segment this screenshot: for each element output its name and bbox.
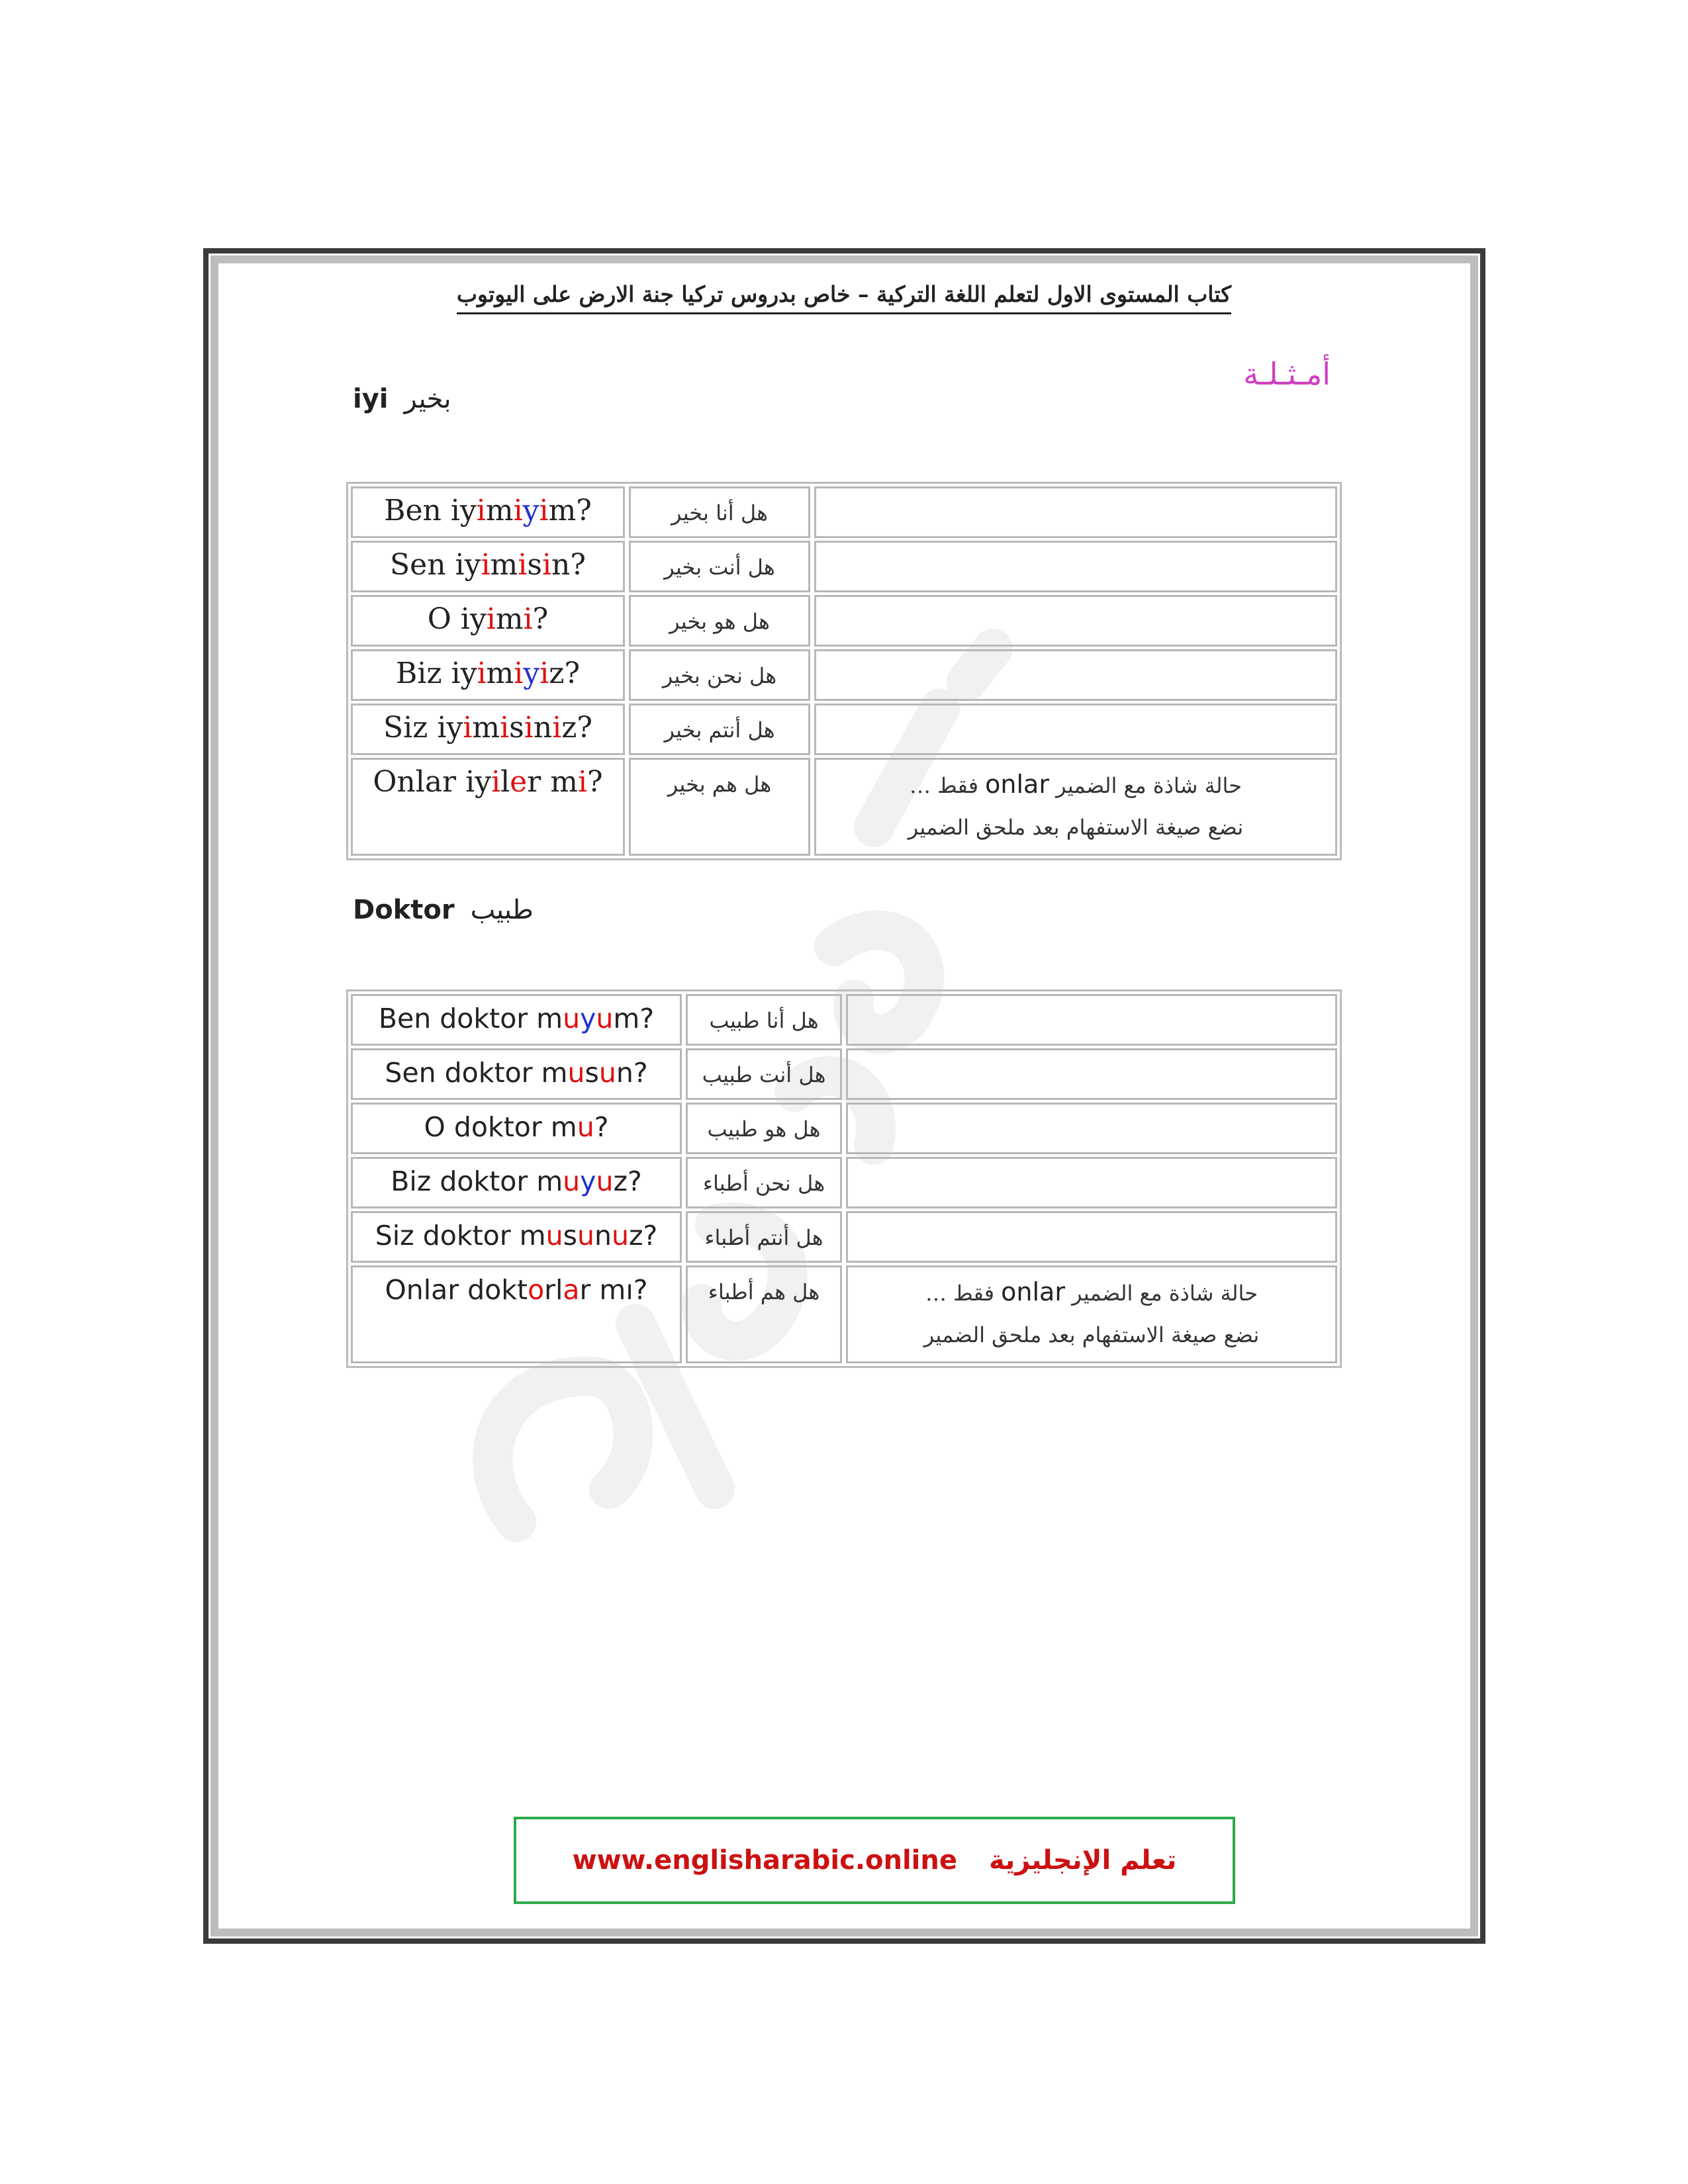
text-segment: u — [563, 1165, 581, 1197]
text-segment: a — [563, 1274, 580, 1306]
text-segment: Onlar dokt — [385, 1274, 528, 1306]
text-segment: i — [539, 657, 549, 690]
arabic-translation: هل أنت طبيب — [686, 1048, 842, 1100]
arabic-translation: هل أنا بخير — [629, 486, 810, 538]
text-segment: i — [541, 548, 552, 582]
arabic-translation: هل أنا طبيب — [686, 994, 842, 1046]
section-meaning: طبيب — [470, 895, 534, 925]
note-cell — [814, 486, 1337, 538]
note-cell — [814, 595, 1337, 647]
text-segment: Sen iy — [390, 548, 481, 582]
text-segment: i — [513, 494, 523, 527]
text-segment: z? — [628, 1220, 658, 1251]
note-cell — [846, 1048, 1337, 1100]
text-segment: o — [528, 1274, 545, 1306]
iyi-examples-table — [346, 482, 1342, 860]
text-segment: Sen doktor m — [385, 1057, 568, 1089]
note-text: فقط … — [925, 1281, 1002, 1306]
text-segment: m? — [548, 494, 592, 527]
text-segment: i — [524, 711, 534, 745]
doktor-examples-table — [346, 989, 1342, 1368]
text-segment: i — [552, 711, 562, 745]
text-segment: z? — [613, 1165, 642, 1197]
text-segment: Onlar iy — [373, 765, 492, 799]
text-segment: ? — [587, 765, 603, 799]
table-row — [351, 541, 1337, 592]
text-segment: m — [485, 494, 514, 527]
text-segment: Ben iy — [384, 494, 477, 527]
note-line-2: نضع صيغة الاستفهام بعد ملحق الضمير — [923, 1322, 1260, 1347]
note-cell — [846, 1211, 1337, 1263]
arabic-translation: هل نحن أطباء — [686, 1157, 842, 1208]
note-cell — [814, 541, 1337, 592]
table-row — [351, 1211, 1337, 1263]
text-segment: u — [596, 1003, 614, 1034]
text-segment: i — [539, 494, 549, 527]
text-segment: r m — [527, 765, 578, 799]
arabic-translation: هل هو بخير — [629, 595, 810, 647]
text-segment: r mı? — [579, 1274, 648, 1306]
text-segment: Siz doktor m — [375, 1220, 546, 1251]
turkish-question — [351, 1211, 682, 1263]
text-segment: Biz doktor m — [391, 1165, 563, 1197]
text-segment: i — [577, 765, 588, 799]
table-row — [351, 595, 1337, 647]
text-segment: y — [580, 1165, 596, 1197]
note-cell — [846, 1103, 1337, 1154]
text-segment: ? — [532, 602, 549, 636]
note-word: onlar — [985, 770, 1049, 799]
note-line-1 — [925, 1277, 1258, 1306]
text-segment: y — [523, 657, 540, 690]
text-segment: rl — [544, 1274, 563, 1306]
text-segment: u — [577, 1220, 594, 1251]
table-row — [351, 1048, 1337, 1100]
text-segment: y — [522, 494, 539, 527]
turkish-question — [351, 595, 625, 647]
text-segment: s — [585, 1057, 599, 1089]
turkish-question — [351, 758, 625, 856]
text-segment: i — [486, 602, 496, 636]
arabic-translation: هل هو طبيب — [686, 1103, 842, 1154]
text-segment: u — [598, 1057, 616, 1089]
text-segment: Ben doktor m — [378, 1003, 563, 1034]
text-segment: m — [472, 711, 500, 745]
text-segment: i — [514, 657, 524, 690]
table-row — [351, 649, 1337, 701]
footer-label: تعلم الإنجليزية — [989, 1845, 1177, 1876]
text-segment: i — [481, 548, 491, 582]
text-segment: Siz iy — [383, 711, 463, 745]
text-segment: Biz iy — [395, 657, 477, 690]
table-row — [351, 1265, 1337, 1363]
note-word: onlar — [1001, 1277, 1065, 1306]
text-segment: i — [518, 548, 528, 582]
note-cell — [846, 1265, 1337, 1363]
note-text: حالة شاذة مع الضمير — [1064, 1281, 1258, 1306]
turkish-question — [351, 704, 625, 755]
turkish-question — [351, 486, 625, 538]
turkish-question — [351, 994, 682, 1046]
text-segment: m — [495, 602, 524, 636]
note-line-2: نضع صيغة الاستفهام بعد ملحق الضمير — [908, 815, 1244, 840]
turkish-question — [351, 1048, 682, 1100]
text-segment: u — [563, 1003, 581, 1034]
text-segment: z? — [549, 657, 581, 690]
page-title: كتاب المستوى الاول لتعلم اللغة التركية – خاص بدروس تركيا جنة الارض على اليوتوب — [457, 281, 1231, 314]
section-heading-iyi — [353, 384, 451, 414]
text-segment: i — [477, 657, 487, 690]
text-segment: z? — [561, 711, 593, 745]
text-segment: n? — [551, 548, 586, 582]
text-segment: ? — [594, 1111, 609, 1143]
note-line-1 — [910, 770, 1242, 799]
arabic-translation: هل أنتم أطباء — [686, 1211, 842, 1263]
text-segment: n? — [616, 1057, 648, 1089]
turkish-question — [351, 1265, 682, 1363]
table-row — [351, 704, 1337, 755]
footer-link-box[interactable] — [514, 1817, 1235, 1904]
note-text: حالة شاذة مع الضمير — [1049, 773, 1243, 798]
text-segment: i — [491, 765, 501, 799]
turkish-question — [351, 649, 625, 701]
text-segment: O iy — [427, 602, 487, 636]
text-segment: n — [533, 711, 553, 745]
text-segment: u — [567, 1057, 585, 1089]
turkish-question — [351, 1103, 682, 1154]
text-segment: e — [510, 765, 528, 799]
text-segment: i — [500, 711, 510, 745]
section-meaning: بخير — [404, 384, 451, 414]
footer-url[interactable]: www.englisharabic.online — [572, 1845, 957, 1876]
table-row — [351, 1103, 1337, 1154]
table-row — [351, 486, 1337, 538]
text-segment: u — [577, 1111, 594, 1143]
section-word: iyi — [353, 384, 389, 414]
note-cell — [814, 649, 1337, 701]
section-heading-doktor — [353, 895, 534, 925]
text-segment: s — [563, 1220, 577, 1251]
text-segment: i — [476, 494, 486, 527]
text-segment: s — [509, 711, 524, 745]
section-word: Doktor — [353, 895, 455, 925]
note-cell — [814, 758, 1337, 856]
arabic-translation: هل هم أطباء — [686, 1265, 842, 1363]
text-segment: y — [580, 1003, 596, 1034]
text-segment: u — [545, 1220, 563, 1251]
note-cell — [846, 1157, 1337, 1208]
note-cell — [814, 704, 1337, 755]
arabic-translation: هل هم بخير — [629, 758, 810, 856]
text-segment: u — [611, 1220, 629, 1251]
text-segment: i — [523, 602, 533, 636]
examples-heading: أمـثـلـة — [1243, 356, 1331, 392]
text-segment: i — [463, 711, 473, 745]
table-row — [351, 994, 1337, 1046]
note-cell — [846, 994, 1337, 1046]
text-segment: m — [490, 548, 518, 582]
turkish-question — [351, 541, 625, 592]
table-row — [351, 1157, 1337, 1208]
arabic-translation: هل أنت بخير — [629, 541, 810, 592]
text-segment: s — [527, 548, 542, 582]
table-row — [351, 758, 1337, 856]
note-text: فقط … — [909, 773, 986, 798]
arabic-translation: هل أنتم بخير — [629, 704, 810, 755]
text-segment: u — [596, 1165, 614, 1197]
turkish-question — [351, 1157, 682, 1208]
text-segment: O doktor m — [424, 1111, 577, 1143]
text-segment: l — [500, 765, 510, 799]
text-segment: m — [486, 657, 514, 690]
arabic-translation: هل نحن بخير — [629, 649, 810, 701]
text-segment: m? — [613, 1003, 655, 1034]
text-segment: n — [594, 1220, 612, 1251]
